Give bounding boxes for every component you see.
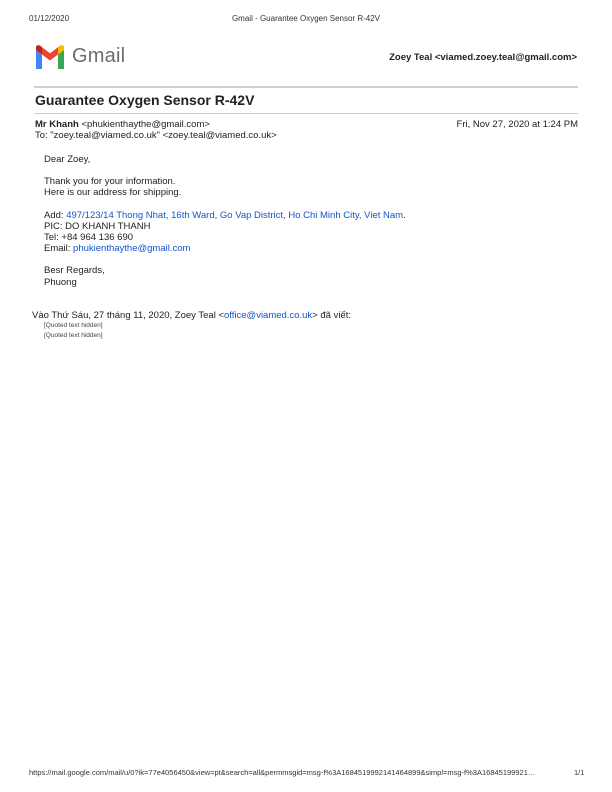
quoted-text-hidden[interactable]: [Quoted text hidden] <box>44 322 103 330</box>
address-end: . <box>403 209 406 221</box>
email-link[interactable]: phukienthaythe@gmail.com <box>73 243 191 255</box>
print-footer-url: https://mail.google.com/mail/u/0?ik=77e4056450&view=pt&search=all&permmsgid=msg-f%3A1684519992141464899&simpl=msg-f%3A16845199921… <box>29 768 536 777</box>
attribution-suffix: > đã viết: <box>312 309 351 321</box>
closing: Besr Regards, <box>44 265 105 277</box>
greeting: Dear Zoey, <box>44 154 91 165</box>
print-header <box>0 14 612 26</box>
pic-line: PIC: DO KHANH THANH <box>44 220 151 232</box>
quoted-text-hidden[interactable]: [Quoted text hidden] <box>44 332 103 340</box>
body-line: Thank you for your information. <box>44 176 176 188</box>
sender <box>35 119 210 130</box>
attribution-prefix: Vào Thứ Sáu, 27 tháng 11, 2020, Zoey Teal < <box>32 309 225 321</box>
address-label: Add: <box>44 209 67 221</box>
sender-address: <phukienthaythe@gmail.com> <box>81 119 210 130</box>
sent-date: Fri, Nov 27, 2020 at 1:24 PM <box>456 119 578 130</box>
address-link[interactable]: 497/123/14 Thong Nhat, 16th Ward, Go Vap District, Ho Chi Minh City, Viet Nam <box>66 209 404 221</box>
page-number: 1/1 <box>574 768 585 777</box>
header-divider <box>34 86 578 88</box>
subject-divider <box>34 113 578 114</box>
print-title: Gmail - Guarantee Oxygen Sensor R-42V <box>231 14 381 23</box>
quote-attribution <box>32 310 564 321</box>
gmail-m-icon <box>34 45 66 69</box>
email-line <box>44 243 564 254</box>
email-body <box>32 154 564 341</box>
body-line: Here is our address for shipping. <box>44 187 182 199</box>
gmail-logo <box>34 42 134 72</box>
email-label: Email: <box>44 243 74 255</box>
email-subject: Guarantee Oxygen Sensor R-42V <box>35 92 255 108</box>
account-label: Zoey Teal <viamed.zoey.teal@gmail.com> <box>389 52 577 63</box>
recipient-line: To: "zoey.teal@viamed.co.uk" <zoey.teal@viamed.co.uk> <box>35 130 277 141</box>
gmail-wordmark: Gmail <box>72 45 126 67</box>
signature: Phuong <box>44 276 77 288</box>
tel-line: Tel: +84 964 136 690 <box>44 232 134 244</box>
print-date: 01/12/2020 <box>29 14 70 23</box>
address-line <box>44 210 564 221</box>
attribution-link[interactable]: office@viamed.co.uk <box>224 309 313 321</box>
sender-name: Mr Khanh <box>35 119 79 130</box>
